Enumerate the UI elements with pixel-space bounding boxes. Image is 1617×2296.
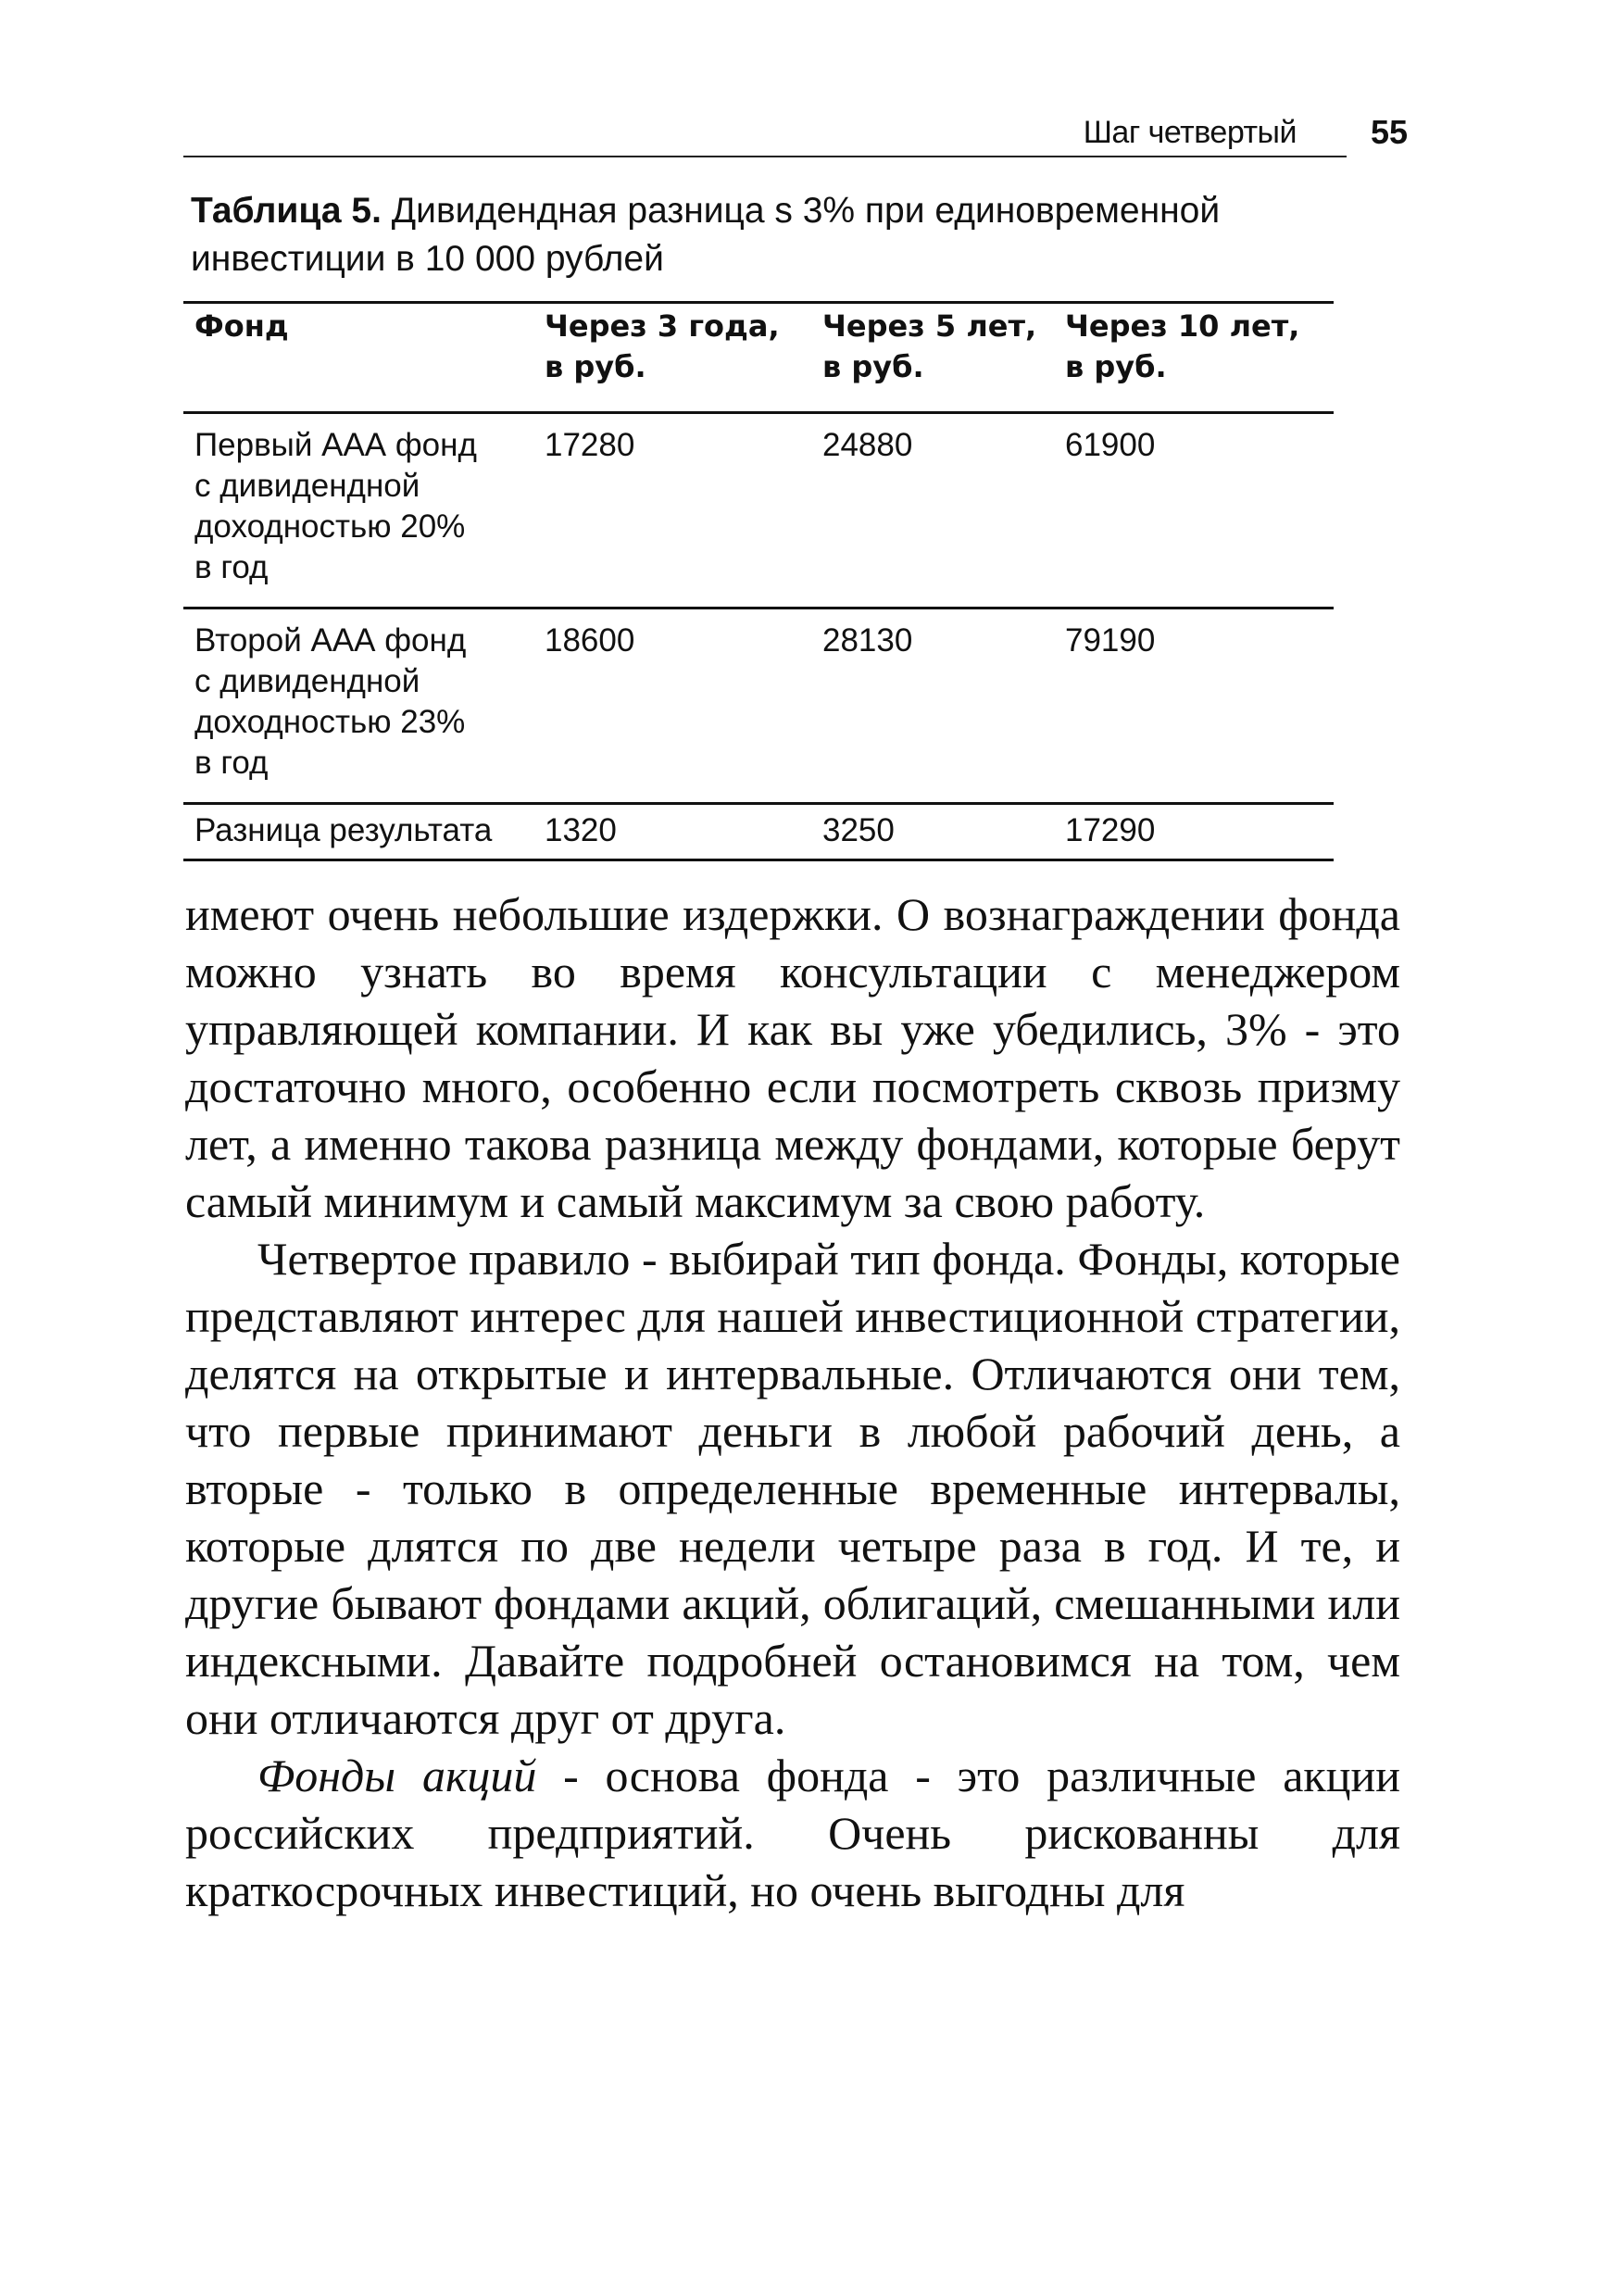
fund-name	[183, 413, 533, 609]
value-3-years: 17280	[533, 413, 811, 609]
fund-name-line: в год	[194, 549, 269, 585]
paragraph-3-text: - основа фонда - это различные акции российских предприятий. Очень рискованны для краткосрочных инвестиций, но очень выгодны для	[185, 1750, 1400, 1916]
page-number: 55	[1370, 113, 1408, 151]
paragraph-3	[185, 1747, 1400, 1919]
fund-name-line: в год	[194, 745, 269, 781]
value-3-years: 18600	[533, 609, 811, 804]
fund-name-line: с дивидендной	[194, 468, 420, 504]
fund-name-line: с дивидендной	[194, 663, 420, 699]
running-head-rule	[183, 156, 1347, 157]
table-row	[183, 609, 1334, 804]
table-row	[183, 413, 1334, 609]
table-caption-label: Таблица 5.	[191, 191, 382, 231]
table-caption-text: Дивидендная разница s 3% при единовременной инвестиции в 10 000 рублей	[191, 191, 1221, 279]
value-5-years: 28130	[811, 609, 1054, 804]
value-5-years: 3250	[811, 804, 1054, 860]
paragraph-1: имеют очень небольшие издержки. О вознаграждении фонда можно узнать во время консультации с менеджером управляющей компании. И как вы уже убедились, 3% - это достаточно много, особенно если посмотреть сквозь призму лет, а именно такова разница между фондами, которые берут самый минимум и самый максимум за свою работу.	[185, 888, 1400, 1227]
dividend-table	[183, 301, 1334, 861]
paragraph-2: Четвертое правило - выбирай тип фонда. Фонды, которые представляют интерес для нашей инвестиционной стратегии, делятся на открытые и интервальные. Отличаются они тем, что первые принимают деньги в любой рабочий день, а вторые - только в определенные временные интервалы, которые длятся по две недели четыре раза в год. И те, и другие бывают фондами акций, облигаций, смешанными или индексными. Давайте подробней остановимся на том, чем они отличаются друг от друга.	[185, 1233, 1400, 1744]
value-10-years: 61900	[1054, 413, 1334, 609]
table-row-difference	[183, 804, 1334, 860]
running-head	[183, 111, 1408, 159]
table-header-row	[183, 303, 1334, 413]
header-fund: Фонд	[183, 303, 533, 413]
fund-name	[183, 609, 533, 804]
header-3-years: Через 3 года, в руб.	[533, 303, 811, 413]
value-5-years: 24880	[811, 413, 1054, 609]
fund-name-line: доходностью 23%	[194, 704, 466, 740]
fund-name-line: Разница результата	[194, 812, 493, 848]
body-text	[185, 885, 1400, 1919]
header-5-years: Через 5 лет, в руб.	[811, 303, 1054, 413]
fund-name-line: доходностью 20%	[194, 508, 466, 545]
value-3-years: 1320	[533, 804, 811, 860]
value-10-years: 79190	[1054, 609, 1334, 804]
table-caption	[191, 187, 1348, 283]
running-head-section: Шаг четвертый	[1083, 115, 1297, 150]
fund-name-line: Первый ААА фонд	[194, 427, 477, 463]
fund-name-line: Второй ААА фонд	[194, 622, 467, 659]
fund-name	[183, 804, 533, 860]
value-10-years: 17290	[1054, 804, 1334, 860]
paragraph-3-term: Фонды акций	[257, 1750, 537, 1801]
header-10-years: Через 10 лет, в руб.	[1054, 303, 1334, 413]
